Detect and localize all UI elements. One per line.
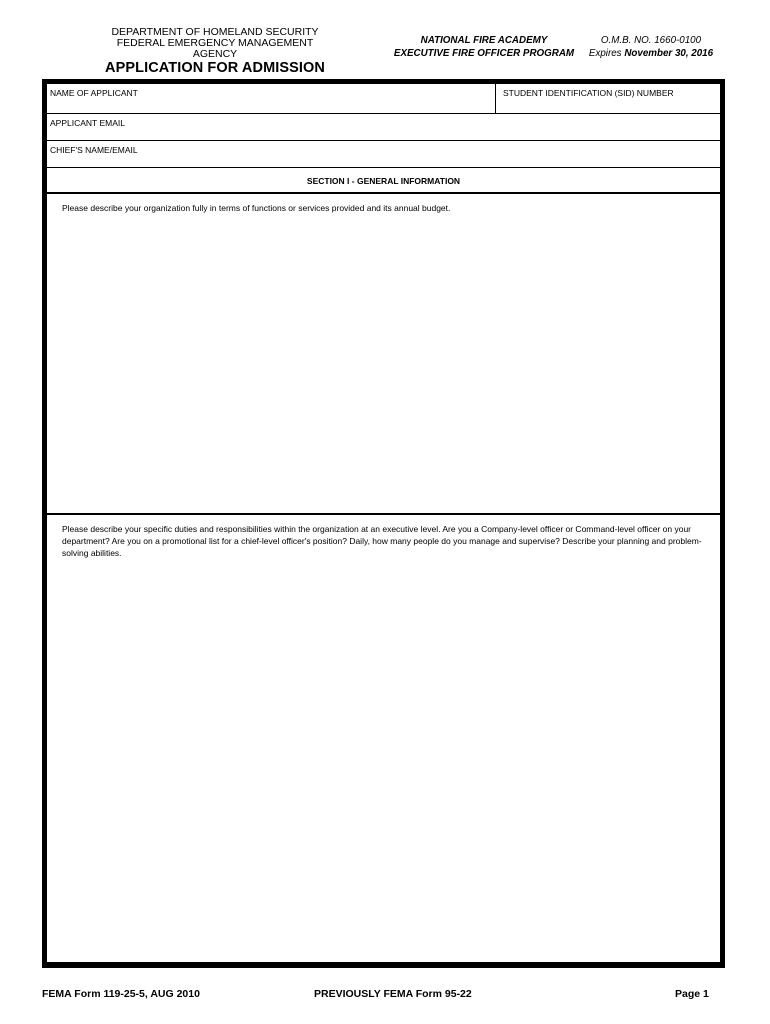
form-number: FEMA Form 119-25-5, AUG 2010	[42, 988, 200, 1000]
email-row	[47, 114, 720, 141]
form-title: APPLICATION FOR ADMISSION	[105, 60, 325, 76]
agency-line-1: DEPARTMENT OF HOMELAND SECURITY	[111, 26, 319, 38]
program-header	[384, 34, 584, 60]
applicant-email-field[interactable]: APPLICANT EMAIL	[50, 118, 125, 128]
section-header	[47, 168, 720, 194]
omb-number: O.M.B. NO. 1660-0100	[600, 35, 702, 46]
organization-question: Please describe your organization fully in terms of functions or services provided and its annual budget.	[62, 203, 451, 213]
duties-question: Please describe your specific duties and responsibilities within the organization at an executive level. Are you a Company-level officer or Command-level officer on your department? Are you on a promotional list for a chief-level officer's position? Daily, how many people do you manage and supervise? Describe your planning and problem-solving abilities.	[62, 524, 702, 558]
section-title: SECTION I - GENERAL INFORMATION	[306, 176, 461, 186]
expiration	[582, 47, 720, 60]
chief-row	[47, 141, 720, 168]
expires-label: Expires	[588, 48, 622, 59]
expires-date: November 30, 2016	[624, 48, 714, 59]
chief-name-email-field[interactable]: CHIEF'S NAME/EMAIL	[50, 145, 138, 155]
field-divider	[495, 84, 496, 113]
agency-header	[95, 27, 335, 74]
name-row	[47, 84, 720, 114]
organization-question-block	[47, 194, 720, 515]
sid-number-field[interactable]: STUDENT IDENTIFICATION (SID) NUMBER	[503, 88, 674, 98]
page-number: Page 1	[675, 988, 709, 1000]
previous-form: PREVIOUSLY FEMA Form 95-22	[314, 988, 472, 1000]
applicant-name-field[interactable]: NAME OF APPLICANT	[50, 88, 138, 98]
duties-answer-input[interactable]	[57, 565, 710, 956]
application-form	[42, 79, 725, 968]
academy-name: NATIONAL FIRE ACADEMY	[420, 35, 548, 46]
duties-question-block	[47, 515, 720, 962]
organization-answer-input[interactable]	[57, 220, 710, 507]
program-name: EXECUTIVE FIRE OFFICER PROGRAM	[393, 48, 575, 59]
omb-block	[582, 34, 720, 60]
agency-line-2: FEDERAL EMERGENCY MANAGEMENT AGENCY	[116, 37, 314, 60]
